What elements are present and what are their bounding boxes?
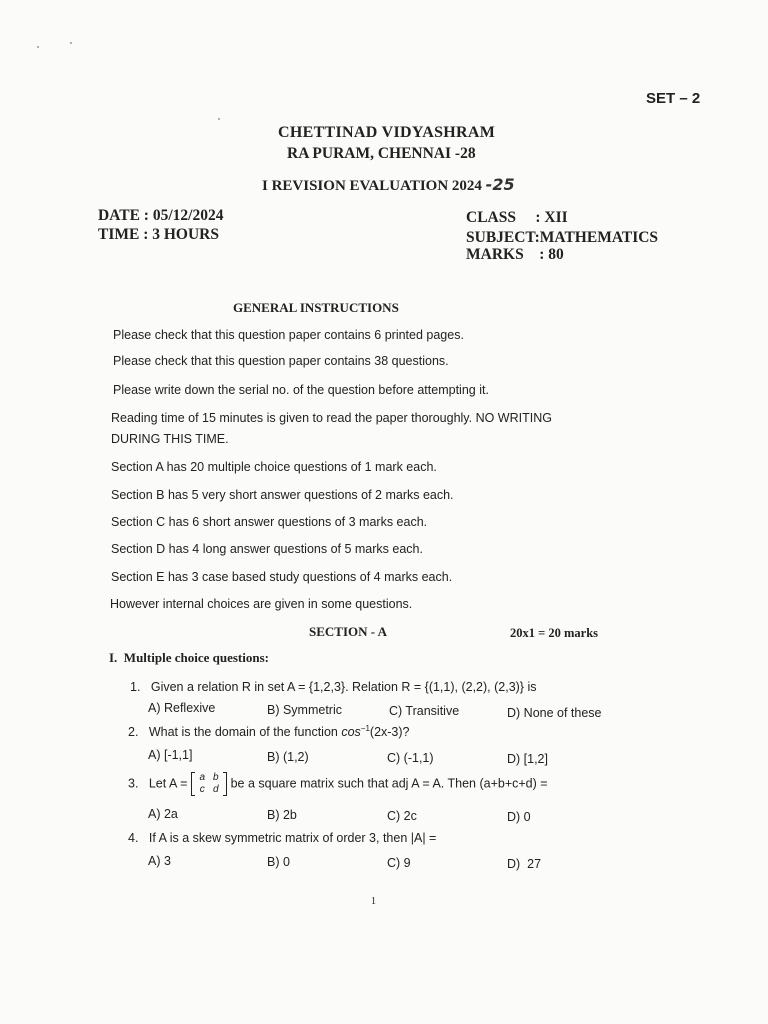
- instruction-item: Section C has 6 short answer questions of 3 marks each.: [111, 515, 428, 529]
- mcq-heading: I. Multiple choice questions:: [109, 650, 269, 665]
- option-b: B) (1,2): [267, 750, 309, 764]
- exam-subject: SUBJECT:MATHEMATICS: [466, 229, 659, 246]
- matrix-entry: c: [199, 784, 205, 795]
- option-b: B) 2b: [267, 808, 297, 822]
- instruction-item: However internal choices are given in some questions.: [110, 597, 413, 611]
- option-d: D) 0: [507, 810, 531, 824]
- option-b: B) 0: [267, 855, 290, 869]
- question-text-end: (2x-3)?: [369, 725, 410, 740]
- question-text: What is the domain of the function: [148, 725, 342, 740]
- school-address: RA PURAM, CHENNAI -28: [287, 145, 476, 162]
- option-b: B) Symmetric: [267, 703, 342, 717]
- instruction-item: Section B has 5 very short answer questions of 2 marks each.: [111, 488, 454, 502]
- option-c: C) (-1,1): [387, 751, 434, 765]
- matrix-a: [191, 772, 226, 796]
- question-number: 2.: [128, 725, 139, 740]
- exam-class: CLASS : XII: [466, 209, 568, 226]
- scan-speck: [37, 46, 39, 48]
- matrix-entry: b: [213, 772, 219, 783]
- question-3: [128, 772, 548, 796]
- question-1: [130, 680, 537, 694]
- exam-date: DATE : 05/12/2024: [98, 207, 224, 224]
- question-4: [128, 831, 436, 845]
- school-name: CHETTINAD VIDYASHRAM: [278, 124, 496, 141]
- question-number: 1.: [130, 680, 141, 694]
- instructions-title: GENERAL INSTRUCTIONS: [233, 300, 399, 315]
- question-2: [128, 724, 410, 739]
- exam-marks: MARKS : 80: [466, 246, 564, 263]
- question-text: If A is a skew symmetric matrix of order 3, then |A| =: [148, 831, 437, 845]
- instruction-item: Please write down the serial no. of the question before attempting it.: [113, 383, 489, 397]
- option-d: D) None of these: [507, 706, 602, 720]
- exam-title: [262, 175, 515, 195]
- question-number: 4.: [128, 831, 139, 845]
- instruction-item: Reading time of 15 minutes is given to read the paper thoroughly. NO WRITING: [111, 411, 552, 425]
- instruction-item: Please check that this question paper contains 38 questions.: [113, 354, 449, 368]
- question-text: Let A =: [148, 776, 188, 791]
- exam-title-text: I REVISION EVALUATION 2024: [262, 178, 486, 194]
- scan-speck: [218, 118, 220, 120]
- option-a: A) Reflexive: [148, 701, 216, 715]
- option-a: A) [-1,1]: [148, 748, 193, 762]
- page-number: 1: [371, 896, 376, 907]
- matrix-entry: a: [199, 772, 206, 783]
- exam-year-suffix: -25: [485, 175, 515, 194]
- option-a: A) 2a: [148, 807, 178, 821]
- inverse-superscript: −1: [360, 724, 370, 733]
- section-title: SECTION - A: [309, 624, 388, 639]
- instruction-item: DURING THIS TIME.: [111, 432, 229, 446]
- option-a: A) 3: [148, 854, 171, 868]
- question-text: Given a relation R in set A = {1,2,3}. Relation R = {(1,1), (2,2), (2,3)} is: [150, 680, 537, 694]
- set-label: SET – 2: [646, 90, 701, 107]
- question-number: 3.: [128, 776, 139, 791]
- option-c: C) 2c: [387, 809, 417, 823]
- scan-speck: [70, 42, 72, 44]
- option-c: C) 9: [387, 856, 411, 870]
- section-marks: 20x1 = 20 marks: [510, 626, 599, 640]
- option-d: D) [1,2]: [507, 752, 548, 766]
- question-text-end: be a square matrix such that adj A = A. Then (a+b+c+d) =: [230, 776, 548, 791]
- option-d: D) 27: [507, 857, 542, 871]
- instruction-item: Section E has 3 case based study questions of 4 marks each.: [111, 570, 453, 584]
- instruction-item: Please check that this question paper contains 6 printed pages.: [113, 328, 464, 342]
- instruction-item: Section A has 20 multiple choice questions of 1 mark each.: [111, 460, 437, 474]
- function-name: cos: [341, 725, 361, 740]
- exam-duration: TIME : 3 HOURS: [98, 226, 219, 243]
- option-c: C) Transitive: [389, 704, 460, 718]
- instruction-item: Section D has 4 long answer questions of 5 marks each.: [111, 542, 423, 556]
- matrix-entry: d: [213, 784, 219, 795]
